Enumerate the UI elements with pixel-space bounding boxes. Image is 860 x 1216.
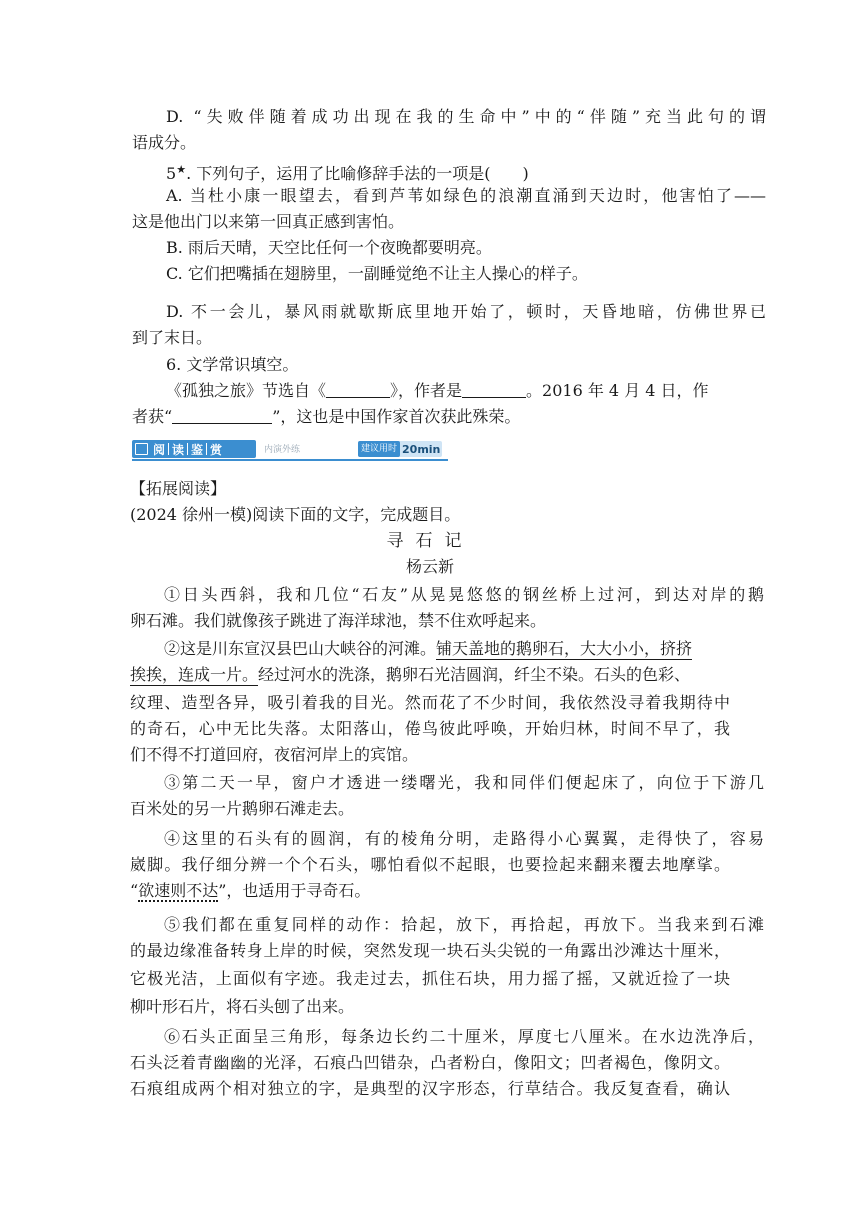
q6-text-4: 者获“ [132, 407, 173, 426]
q5-option-a-line1: A. 当杜小康一眼望去，看到芦苇如绿色的浪潮直涌到天边时，他害怕了—— [166, 186, 766, 205]
banner-char: 鉴 [191, 442, 204, 457]
star-icon: ★ [176, 163, 187, 176]
paragraph-5-line: 柳叶形石片，将石头刨了出来。 [130, 997, 355, 1016]
paragraph-3-line: ③第二天一早，窗户才透进一缕曙光，我和同伴们便起床了，向位于下游几 [164, 773, 764, 792]
q4-option-d-line2: 语成分。 [132, 133, 197, 152]
q6-text-1: 《孤独之旅》节选自《 [166, 381, 327, 400]
book-icon [135, 443, 148, 455]
paragraph-1-line: 卵石滩。我们就像孩子跳进了海洋球池，禁不住欢呼起来。 [130, 611, 547, 630]
paragraph-4-line: 崴脚。我仔细分辨一个个石头，哪怕看似不起眼，也要捡起来翻来覆去地摩挲。 [130, 855, 730, 874]
paragraph-1-line: ①日头西斜，我和几位“石友”从晃晃悠悠的钢丝桥上过河，到达对岸的鹅 [164, 585, 764, 604]
section-banner [132, 438, 448, 462]
paragraph-2-line: 的奇石，心中无比失落。太阳落山，倦鸟彼此呼唤，开始归林，时间不早了，我 [130, 719, 730, 738]
q4-option-d-line1: D. “失败伴随着成功出现在我的生命中”中的“伴随”充当此句的谓 [166, 107, 766, 126]
banner-chars [150, 441, 225, 458]
q6-text-5: ”，这也是中国作家首次获此殊荣。 [272, 407, 521, 426]
q5-option-d-line2: 到了末日。 [132, 328, 213, 347]
paragraph-6-line: ⑥石头正面呈三角形，每条边长约二十厘米，厚度七八厘米。在水边洗净后， [164, 1027, 764, 1046]
article-author: 杨云新 [405, 557, 454, 576]
suggested-time-label: 建议用时 [358, 441, 400, 457]
q6-text-2: 》，作者是 [390, 381, 463, 400]
quote-mark: “ [130, 881, 139, 900]
q6-blank-book[interactable] [326, 380, 390, 398]
paragraph-6-line: 石头泛着青幽幽的光泽，石痕凸凹错杂，凸者粉白，像阳文；凹者褐色，像阴文。 [130, 1053, 730, 1072]
article-title: 寻石记 [386, 531, 474, 551]
q6-text-3: 。2016 年 4 月 4 日，作 [526, 381, 709, 400]
paragraph-2-line [130, 662, 730, 688]
paragraph-2-text: ②这是川东宣汉县巴山大峡谷的河滩。 [164, 639, 437, 658]
q6-line1 [132, 378, 766, 404]
q5-option-c: C. 它们把嘴插在翅膀里，一副睡觉绝不让主人操心的样子。 [166, 264, 588, 283]
paragraph-2-text: 经过河水的洗涤，鹅卵石光洁圆润，纤尘不染。石头的色彩、 [258, 665, 691, 684]
paragraph-4-line [130, 878, 730, 904]
suggested-time-value: 20min [402, 442, 441, 456]
underlined-sentence: 铺天盖地的鹅卵石，大大小小，挤挤 [436, 639, 693, 658]
q5-option-b: B. 雨后天晴，天空比任何一个夜晚都要明亮。 [166, 238, 492, 257]
banner-label [132, 440, 256, 458]
q6-blank-award[interactable] [172, 406, 272, 424]
reading-source: (2024 徐州一模)阅读下面的文字，完成题目。 [130, 505, 461, 524]
emphasized-idiom: 欲速则不达 [138, 881, 219, 900]
paragraph-3-line: 百米处的另一片鹅卵石滩走去。 [130, 799, 355, 818]
paragraph-4-line: ④这里的石头有的圆润，有的棱角分明，走路得小心翼翼，走得快了，容易 [164, 829, 764, 848]
banner-char: 读 [172, 442, 185, 457]
banner-char: 阅 [153, 442, 166, 457]
q5-number: 5 [166, 164, 177, 183]
paragraph-6-line: 石痕组成两个相对独立的字，是典型的汉字形态，行草结合。我反复查看，确认 [130, 1079, 730, 1098]
underlined-sentence: 挨挨，连成一片。 [130, 665, 259, 684]
q5-option-a-line2: 这是他出门以来第一回真正感到害怕。 [132, 212, 405, 231]
paragraph-2-line [130, 636, 764, 662]
paragraph-5-line: 它极光洁，上面似有字迹。我走过去，抓住石块，用力摇了摇，又就近捡了一块 [130, 969, 730, 988]
q6-stem: 6. 文学常识填空。 [166, 355, 299, 374]
banner-subtitle: 内演外练 [264, 445, 301, 455]
q5-stem-text: . 下列句子，运用了比喻修辞手法的一项是( ) [186, 164, 529, 183]
q6-line2 [132, 404, 732, 430]
q6-blank-author[interactable] [462, 380, 526, 398]
suggested-time-badge [358, 441, 442, 457]
banner-rule [132, 459, 448, 461]
paragraph-4-text: ”，也适用于寻奇石。 [218, 881, 371, 900]
paragraph-5-line: ⑤我们都在重复同样的动作：拾起，放下，再拾起，再放下。当我来到石滩 [164, 915, 764, 934]
paragraph-2-line: 纹理、造型各异，吸引着我的目光。然而花了不少时间，我依然没寻着我期待中 [130, 693, 730, 712]
paragraph-5-line: 的最边缘准备转身上岸的时候，突然发现一块石头尖锐的一角露出沙滩达十厘米， [130, 941, 730, 960]
banner-char: 赏 [210, 442, 223, 457]
q5-option-d-line1: D. 不一会儿，暴风雨就歇斯底里地开始了，顿时，天昏地暗，仿佛世界已 [166, 302, 766, 321]
reading-heading: 【拓展阅读】 [130, 479, 227, 498]
paragraph-2-line: 们不得不打道回府，夜宿河岸上的宾馆。 [130, 745, 419, 764]
